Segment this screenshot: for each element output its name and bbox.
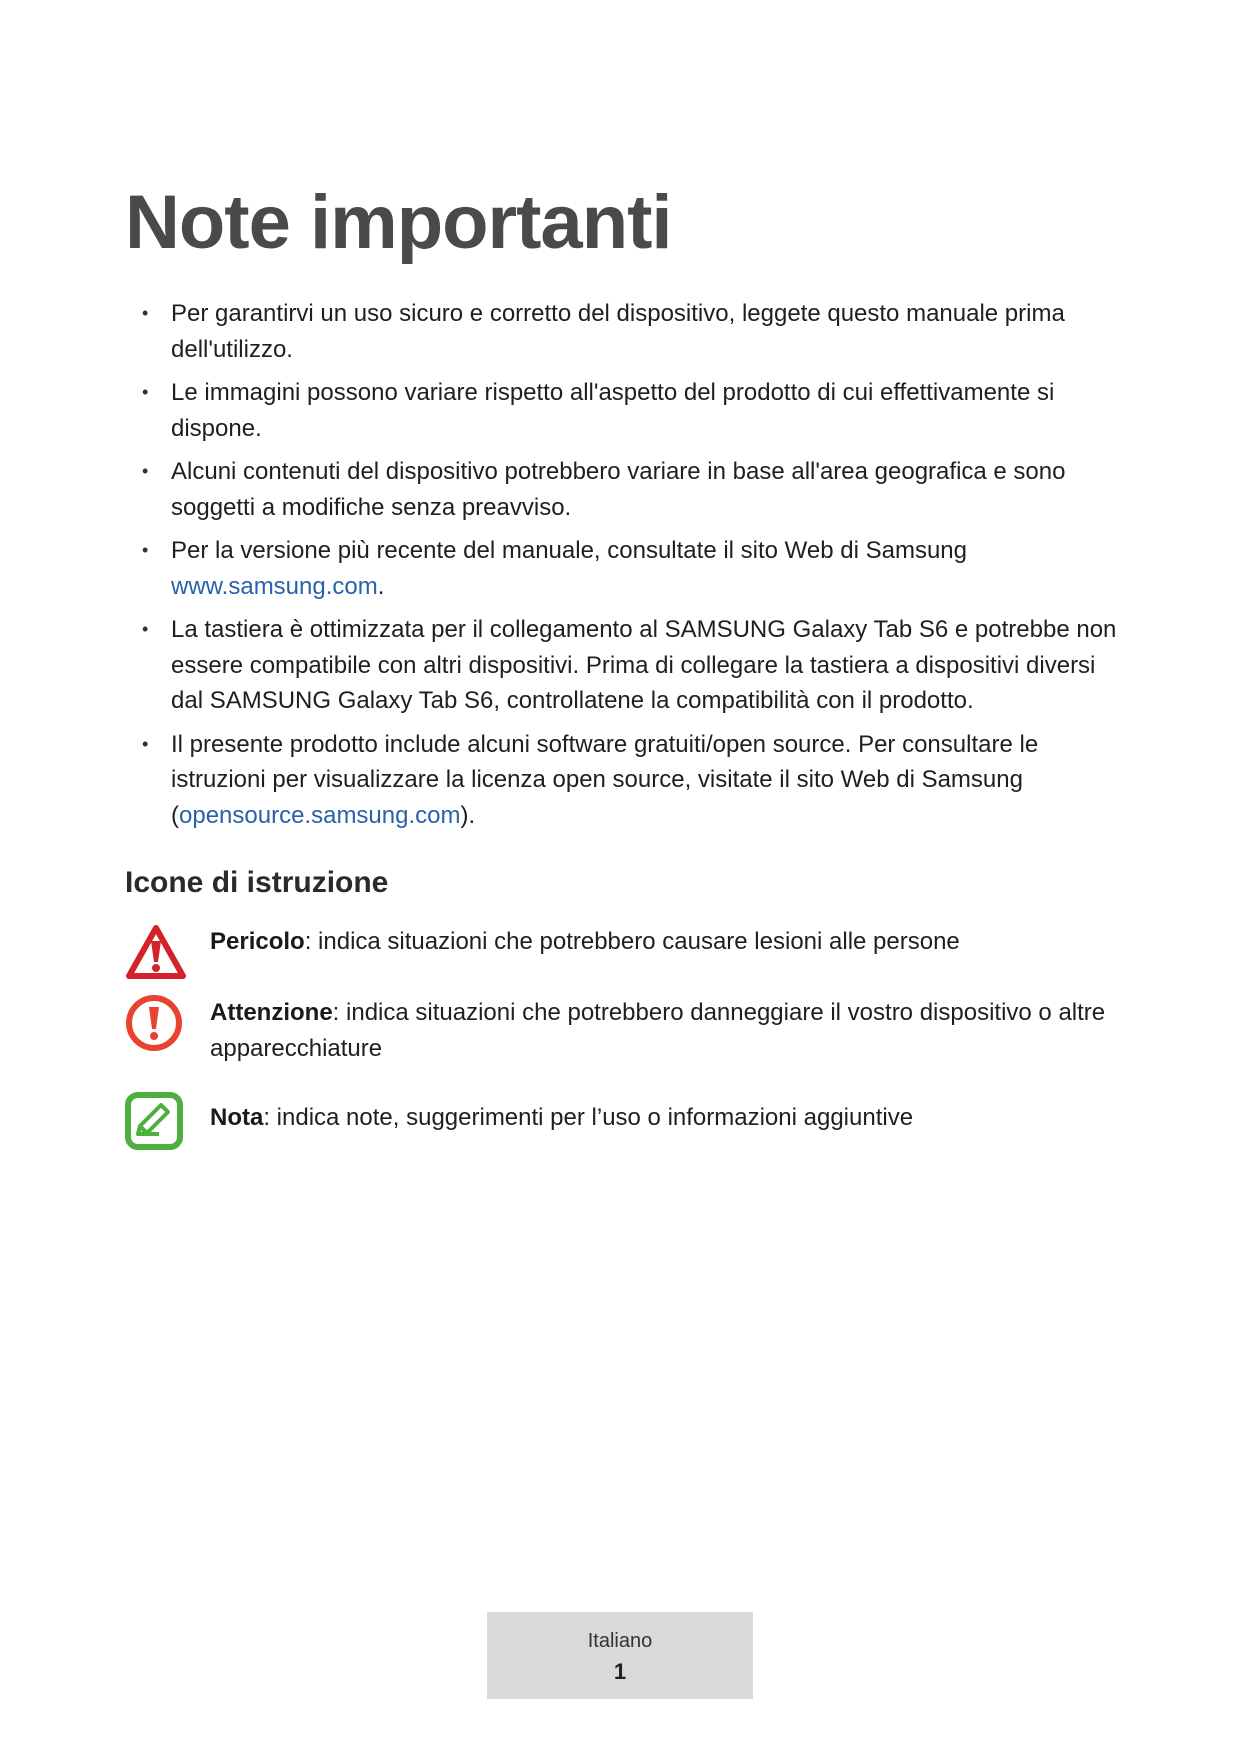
page-number: 1 [613,1659,627,1684]
page-title: Note importanti [125,180,672,265]
list-item: • La tastiera è ottimizzata per il collegamento al SAMSUNG Galaxy Tab S6 e potrebbe non essere compatibile con altri dispositivi. Prima di collegare la tastiera a dispositivi diversi dal SAMSUNG Galaxy Tab S6, controllatene la compatibilità con il prodotto. [125,612,1125,719]
list-item: • Per la versione più recente del manuale, consultate il sito Web di Samsung www.samsung.com. [125,533,1125,604]
note-description: Nota: indica note, suggerimenti per l’uso o informazioni aggiuntive [210,1104,914,1131]
warning-triangle-icon [125,924,187,985]
bullet-icon: • [142,382,149,402]
bullet-icon: • [142,619,149,639]
footer-language: Italiano [587,1630,653,1652]
list-item: • Il presente prodotto include alcuni software gratuiti/open source. Per consultare le istruzioni per visualizzare la licenza open source, visitate il sito Web di Samsung (opensource.samsung.com). [125,727,1125,834]
bullet-icon: • [142,303,149,323]
opensource-website-link[interactable]: opensource.samsung.com [179,801,461,829]
bullet-icon: • [142,540,149,560]
important-notes-list [125,296,1125,841]
list-item: • Alcuni contenuti del dispositivo potrebbero variare in base all'area geografica e sono soggetti a modifiche senza preavviso. [125,454,1125,525]
list-item: • Per garantirvi un uso sicuro e corretto del dispositivo, leggete questo manuale prima dell'utilizzo. [125,296,1125,367]
section-heading: Icone di istruzione [125,866,389,899]
samsung-website-link[interactable]: www.samsung.com [171,572,378,600]
bullet-icon: • [142,733,149,754]
danger-description: Pericolo: indica situazioni che potrebbero causare lesioni alle persone [210,928,960,955]
note-pencil-icon [125,1092,183,1155]
page-footer [487,1612,753,1699]
caution-circle-icon [125,993,183,1058]
bullet-icon: • [142,461,149,481]
list-item: • Le immagini possono variare rispetto all'aspetto del prodotto di cui effettivamente si dispone. [125,375,1125,446]
caution-description: Attenzione: indica situazioni che potrebbero danneggiare il vostro dispositivo o altre apparecchiature [210,999,1106,1062]
